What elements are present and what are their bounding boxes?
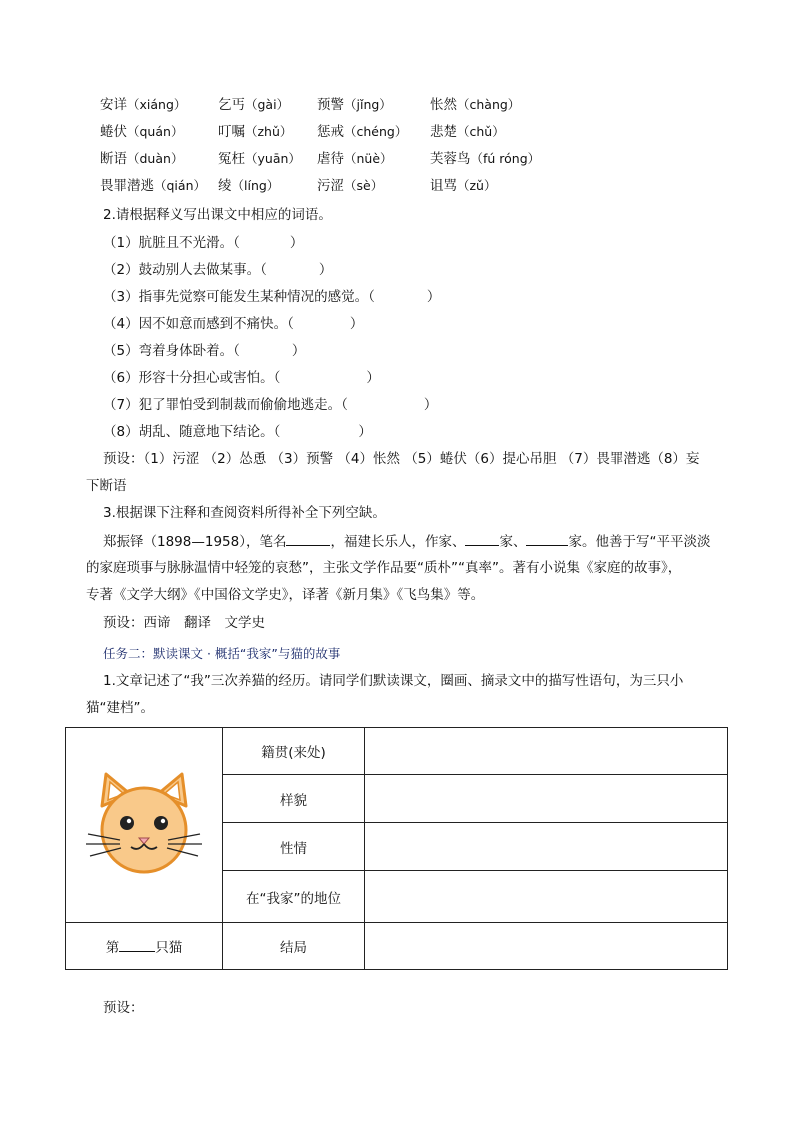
q2-item [103, 422, 372, 442]
q2-item-close: ） [349, 316, 364, 332]
value-temperament [365, 823, 728, 871]
q2-item-text: （1）肮脏且不光滑。（ [103, 235, 240, 251]
q3-blank-1 [465, 531, 499, 546]
vocab-pinyin: （xiáng） [127, 97, 187, 112]
vocab-word: 冤枉 [218, 151, 245, 167]
vocab-word: 惩戒 [317, 124, 344, 140]
label-temperament: 性情 [223, 823, 365, 871]
vocab-entry [317, 176, 383, 196]
vocab-entry [218, 176, 279, 196]
cat-number-blank [119, 937, 155, 952]
q3-para-line3: 专著《文学大纲》《中国俗文学史》，译著《新月集》《飞鸟集》等。 [86, 587, 485, 603]
q2-item-close: ） [358, 424, 372, 440]
vocab-word: 芙蓉鸟 [430, 151, 471, 167]
vocab-word: 安详 [100, 97, 127, 113]
value-appearance [365, 775, 728, 823]
vocab-word: 叮嘱 [218, 124, 245, 140]
vocab-word: 绫 [218, 178, 232, 194]
vocab-pinyin: （duàn） [127, 151, 184, 166]
q3-blank-2 [526, 531, 568, 546]
q2-item [103, 260, 332, 280]
vocab-pinyin: （jǐng） [344, 97, 392, 112]
value-status [365, 871, 728, 923]
cat-profile-table [65, 727, 728, 970]
vocab-pinyin: （líng） [231, 178, 280, 193]
vocab-entry [100, 149, 183, 169]
vocab-word: 虐待 [317, 151, 344, 167]
vocab-entry [218, 149, 301, 169]
vocab-entry [100, 95, 186, 115]
q2-item [103, 287, 440, 307]
q2-answer-line1: 预设：（1）污涩 （2）怂恿 （3）预警 （4）怅然 （5）蜷伏（6）提心吊胆 （7）畏罪潜逃（8）妄 [103, 451, 700, 467]
vocab-entry [317, 122, 407, 142]
vocab-word: 悲楚 [430, 124, 457, 140]
vocab-pinyin: （qián） [154, 178, 206, 193]
vocab-pinyin: （gài） [245, 97, 290, 112]
vocab-pinyin: （yuān） [245, 151, 301, 166]
q2-item-close: ） [289, 235, 304, 251]
vocab-entry [430, 122, 505, 142]
q2-item-text: （6）形容十分担心或害怕。（ [103, 370, 281, 386]
value-origin [365, 728, 728, 775]
cat-image-cell [66, 728, 223, 923]
q2-item [103, 233, 303, 253]
q2-item-close: ） [318, 262, 333, 278]
label-origin: 籍贯(来处) [223, 728, 365, 775]
vocab-pinyin: （zǔ） [457, 178, 497, 193]
vocab-pinyin: （chàng） [457, 97, 521, 112]
q2-item-close: ） [366, 370, 380, 386]
vocab-word: 蜷伏 [100, 124, 127, 140]
vocab-word: 预警 [317, 97, 344, 113]
task2-q1-line2: 猫“建档”。 [86, 700, 154, 716]
label-appearance: 样貌 [223, 775, 365, 823]
q3-title: 3.根据课下注释和查阅资料所得补全下列空缺。 [103, 505, 386, 521]
q2-item-close: ） [291, 343, 306, 359]
q3-text-c: 家、 [499, 534, 527, 550]
vocab-pinyin: （sè） [344, 178, 384, 193]
q3-text-a: 郑振铎（1898—1958），笔名 [103, 534, 287, 550]
vocab-word: 污涩 [317, 178, 344, 194]
vocab-pinyin: （zhǔ） [245, 124, 293, 139]
q2-item-text: （5）弯着身体卧着。（ [103, 343, 240, 359]
vocab-word: 断语 [100, 151, 127, 167]
vocab-entry [430, 95, 520, 115]
vocab-pinyin: （chéng） [344, 124, 408, 139]
task2-q1-line1: 1.文章记述了“我”三次养猫的经历。请同学们默读课文，圈画、摘录文中的描写性语句，为三只小 [103, 673, 684, 689]
vocab-entry [430, 176, 496, 196]
vocab-entry [218, 95, 289, 115]
value-ending [365, 923, 728, 970]
cat-face-icon [84, 768, 204, 878]
vocab-pinyin: （quán） [127, 124, 184, 139]
q2-item [103, 395, 437, 415]
q2-item-text: （3）指事先觉察可能发生某种情况的感觉。（ [103, 289, 375, 305]
q2-item-text: （4）因不如意而感到不痛快。（ [103, 316, 294, 332]
vocab-word: 诅骂 [430, 178, 457, 194]
vocab-entry [218, 122, 292, 142]
vocab-pinyin: （fú róng） [470, 151, 541, 166]
q3-para-line1 [103, 531, 710, 552]
vocab-word: 畏罪潜逃 [100, 178, 154, 194]
vocab-entry [100, 176, 206, 196]
vocab-word: 怅然 [430, 97, 457, 113]
task2-title: 任务二：默读课文 · 概括“我家”与猫的故事 [103, 646, 341, 661]
q3-text-b: ，福建长乐人，作家、 [330, 534, 466, 550]
vocab-word: 乞丐 [218, 97, 245, 113]
label-status: 在“我家”的地位 [223, 871, 365, 923]
q2-item [103, 341, 305, 361]
task2-answer: 预设： [103, 1000, 144, 1016]
q2-item-text: （8）胡乱、随意地下结论。（ [103, 424, 281, 440]
cat-number-cell [66, 923, 223, 970]
vocab-entry [317, 149, 393, 169]
q2-title: 2.请根据释义写出课文中相应的词语。 [103, 207, 332, 223]
vocab-entry [430, 149, 540, 169]
vocab-pinyin: （chǔ） [457, 124, 505, 139]
q2-item [103, 314, 363, 334]
q2-item [103, 368, 380, 388]
q3-para-line2: 的家庭琐事与脉脉温情中轻笼的哀愁”，主张文学作品要“质朴”“真率”。著有小说集《家庭的故事》， [86, 560, 682, 576]
label-ending: 结局 [223, 923, 365, 970]
cat-number-prefix: 第 [105, 940, 120, 956]
q3-answer: 预设：西谛 翻译 文学史 [103, 615, 265, 631]
vocab-pinyin: （nüè） [344, 151, 393, 166]
q3-blank-penname [286, 531, 330, 546]
cat-number-suffix: 只猫 [155, 940, 183, 956]
vocab-entry [100, 122, 183, 142]
q2-answer-line2: 下断语 [86, 478, 127, 494]
vocab-entry [317, 95, 392, 115]
q2-item-close: ） [423, 397, 438, 413]
q3-text-d: 家。他善于写“平平淡淡 [568, 534, 711, 550]
q2-item-close: ） [426, 289, 441, 305]
q2-item-text: （7）犯了罪怕受到制裁而偷偷地逃走。（ [103, 397, 348, 413]
q2-item-text: （2）鼓动别人去做某事。（ [103, 262, 267, 278]
